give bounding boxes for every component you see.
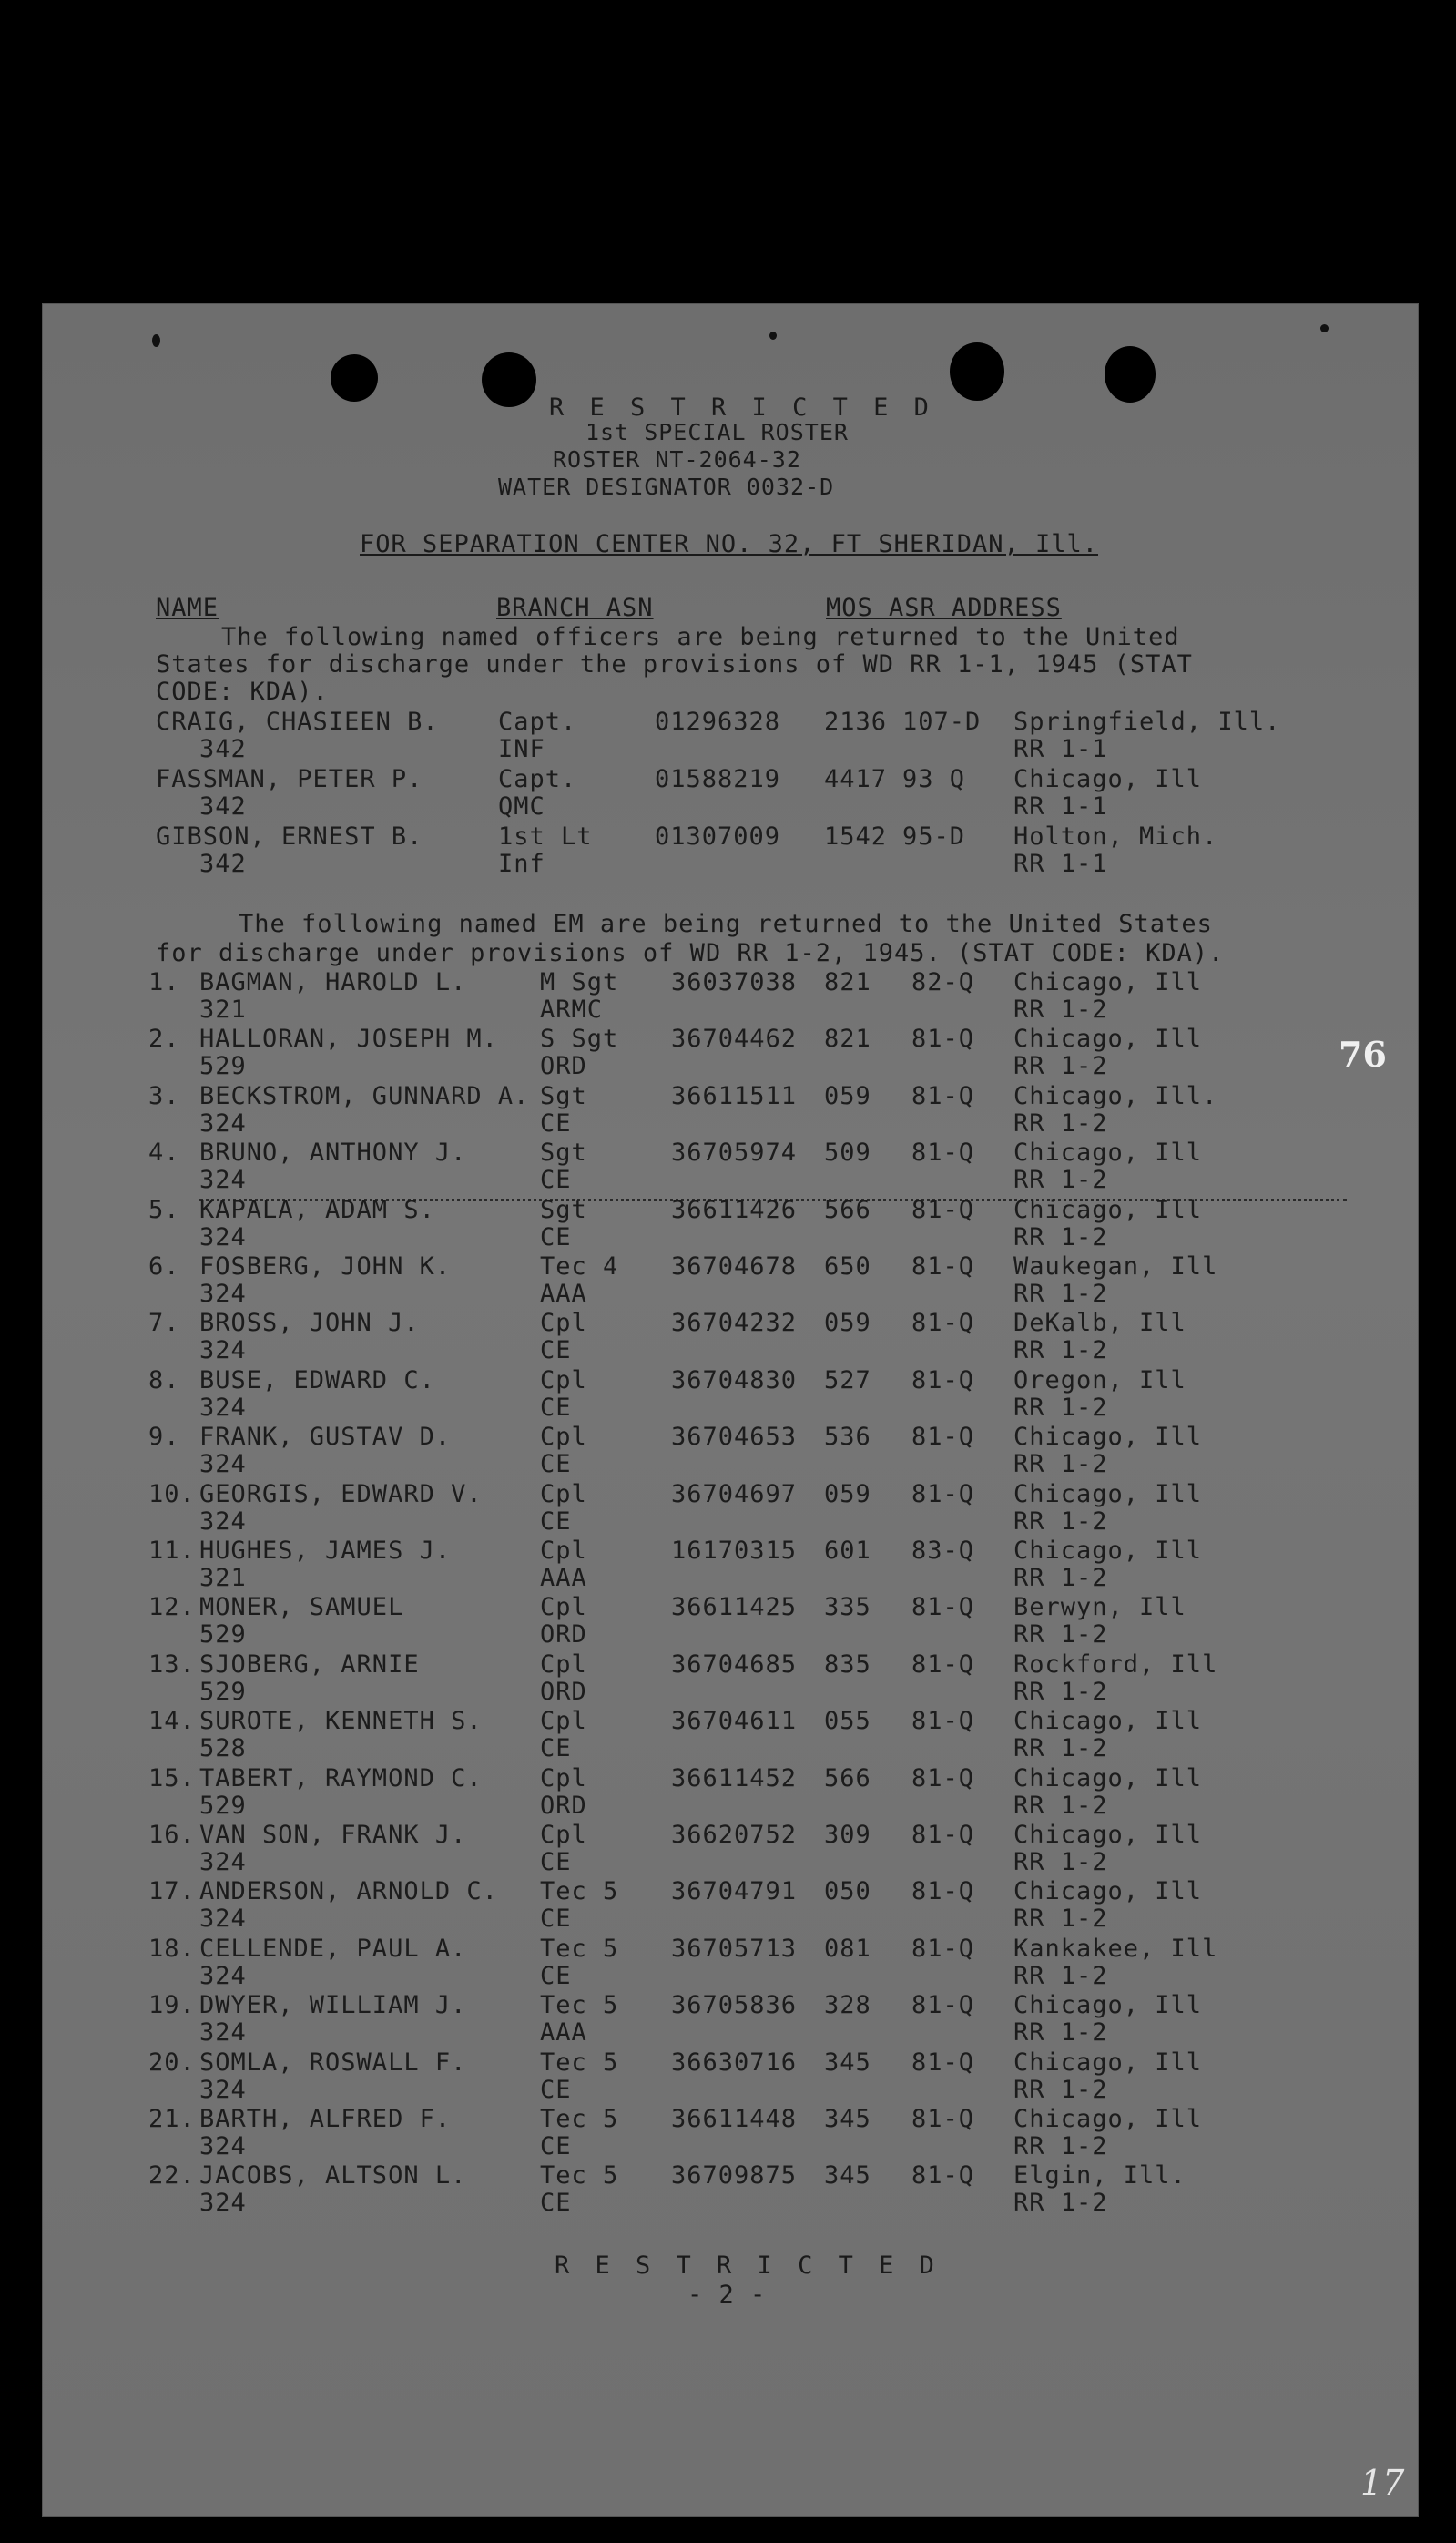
enlisted-asn: 36704685 <box>671 1649 798 1679</box>
enlisted-branch: AAA <box>540 2018 587 2048</box>
enlisted-asr: 82-Q <box>911 968 975 996</box>
enlisted-branch: CE <box>540 1961 572 1990</box>
enlisted-number: 10. <box>148 1479 196 1508</box>
header-line: WATER DESIGNATOR 0032-D <box>498 474 835 500</box>
enlisted-address: DeKalb, Ill <box>1013 1309 1186 1338</box>
enlisted-asr: 81-Q <box>911 1025 975 1054</box>
enlisted-code: 324 <box>199 1108 247 1138</box>
enlisted-code: 324 <box>199 1506 247 1536</box>
enlisted-code: 321 <box>199 996 247 1024</box>
enlisted-address: Oregon, Ill <box>1013 1365 1186 1394</box>
enlisted-asn: 36704791 <box>671 1877 798 1906</box>
officer-asr: 107-D <box>902 708 982 736</box>
officer-asn: 01296328 <box>655 708 781 736</box>
enlisted-asn: 36630716 <box>671 2048 798 2077</box>
enlisted-asr: 81-Q <box>911 1593 975 1622</box>
enlisted-address: Elgin, Ill. <box>1013 2161 1186 2191</box>
enlisted-number: 9. <box>148 1423 180 1452</box>
enlisted-asr: 81-Q <box>911 1309 975 1338</box>
enlisted-rr: RR 1-2 <box>1013 1734 1108 1763</box>
enlisted-mos: 345 <box>824 2161 871 2191</box>
enlisted-rank: Cpl <box>540 1821 587 1849</box>
ink-speck <box>769 332 777 340</box>
enlisted-rank: Cpl <box>540 1423 587 1452</box>
enlisted-rank: Cpl <box>540 1649 587 1679</box>
enlisted-asn: 36705713 <box>671 1934 798 1963</box>
enlisted-asr: 81-Q <box>911 1139 975 1168</box>
enlisted-asr: 81-Q <box>911 1934 975 1963</box>
enlisted-code: 529 <box>199 1052 247 1081</box>
enlisted-code: 324 <box>199 2075 247 2104</box>
officer-code: 342 <box>199 850 247 878</box>
enlisted-asr: 81-Q <box>911 1877 975 1906</box>
enlisted-rr: RR 1-2 <box>1013 2075 1108 2104</box>
officers-intro-line: States for discharge under the provisions of WD RR 1-1, 1945 (STAT <box>156 650 1193 679</box>
enlisted-asn: 16170315 <box>671 1537 798 1565</box>
enlisted-number: 8. <box>148 1365 180 1394</box>
enlisted-asn: 36709875 <box>671 2161 798 2191</box>
enlisted-branch: CE <box>540 2189 572 2218</box>
officer-row <box>43 765 1418 823</box>
enlisted-code: 324 <box>199 1280 247 1308</box>
enlisted-name: DWYER, WILLIAM J. <box>199 1991 467 2020</box>
document-page <box>42 303 1419 2517</box>
enlisted-address: Chicago, Ill <box>1013 1537 1203 1565</box>
enlisted-asr: 81-Q <box>911 2048 975 2077</box>
enlisted-code: 529 <box>199 1677 247 1706</box>
enlisted-row <box>43 1252 1418 1311</box>
enlisted-code: 324 <box>199 1166 247 1195</box>
enlisted-number: 12. <box>148 1593 196 1622</box>
officer-rank: 1st Lt <box>498 822 593 851</box>
enlisted-rank: Tec 4 <box>540 1252 619 1281</box>
enlisted-asn: 36611425 <box>671 1593 798 1622</box>
enlisted-rank: M Sgt <box>540 968 619 996</box>
officer-address: Springfield, Ill. <box>1013 708 1281 736</box>
enlisted-rank: Tec 5 <box>540 2105 619 2133</box>
enlisted-branch: ORD <box>540 1052 587 1081</box>
enlisted-branch: ORD <box>540 1791 587 1820</box>
enlisted-asr: 81-Q <box>911 1479 975 1508</box>
enlisted-branch: AAA <box>540 1280 587 1308</box>
enlisted-address: Chicago, Ill <box>1013 1707 1203 1736</box>
enlisted-address: Chicago, Ill <box>1013 1423 1203 1452</box>
enlisted-number: 21. <box>148 2105 196 2133</box>
enlisted-name: BARTH, ALFRED F. <box>199 2105 452 2133</box>
enlisted-row <box>43 1707 1418 1765</box>
enlisted-row <box>43 1821 1418 1879</box>
enlisted-rr: RR 1-2 <box>1013 1848 1108 1876</box>
enlisted-code: 324 <box>199 2132 247 2160</box>
enlisted-code: 324 <box>199 1961 247 1990</box>
enlisted-intro-line: The following named EM are being returned to the United States <box>239 910 1213 938</box>
officer-asr: 93 Q <box>902 765 966 793</box>
enlisted-mos: 536 <box>824 1423 871 1452</box>
enlisted-asn: 36611511 <box>671 1081 798 1110</box>
enlisted-branch: CE <box>540 1166 572 1195</box>
enlisted-branch: CE <box>540 1336 572 1365</box>
enlisted-asn: 36704232 <box>671 1309 798 1338</box>
enlisted-row <box>43 968 1418 1026</box>
column-name-header: NAME <box>156 594 219 622</box>
enlisted-address: Chicago, Ill <box>1013 1763 1203 1792</box>
punch-hole <box>950 342 1004 401</box>
enlisted-mos: 566 <box>824 1195 871 1224</box>
enlisted-number: 7. <box>148 1309 180 1338</box>
enlisted-mos: 059 <box>824 1081 871 1110</box>
enlisted-rank: Tec 5 <box>540 1991 619 2020</box>
enlisted-address: Chicago, Ill <box>1013 1139 1203 1168</box>
enlisted-row <box>43 1935 1418 1993</box>
enlisted-mos: 081 <box>824 1934 871 1963</box>
enlisted-asn: 36037038 <box>671 968 798 996</box>
enlisted-row <box>43 1877 1418 1935</box>
enlisted-asr: 81-Q <box>911 1649 975 1679</box>
enlisted-mos: 821 <box>824 968 871 996</box>
enlisted-address: Chicago, Ill <box>1013 1025 1203 1054</box>
enlisted-rank: Cpl <box>540 1707 587 1736</box>
enlisted-number: 11. <box>148 1537 196 1565</box>
enlisted-mos: 050 <box>824 1877 871 1906</box>
officer-asn: 01307009 <box>655 822 781 851</box>
enlisted-rr: RR 1-2 <box>1013 1564 1108 1592</box>
enlisted-name: HUGHES, JAMES J. <box>199 1537 452 1565</box>
officer-address: Holton, Mich. <box>1013 822 1218 851</box>
enlisted-row <box>43 1025 1418 1083</box>
enlisted-address: Kankakee, Ill <box>1013 1934 1218 1963</box>
enlisted-rank: Tec 5 <box>540 1934 619 1963</box>
officer-rank: Capt. <box>498 765 577 793</box>
enlisted-row <box>43 2105 1418 2163</box>
margin-note-76: 76 <box>1339 1034 1387 1075</box>
enlisted-rank: Cpl <box>540 1365 587 1394</box>
enlisted-name: BECKSTROM, GUNNARD A. <box>199 1081 530 1110</box>
enlisted-code: 324 <box>199 1222 247 1251</box>
restricted-footer: R E S T R I C T E D <box>555 2252 940 2280</box>
enlisted-asn: 36704678 <box>671 1252 798 1281</box>
officer-rr: RR 1-1 <box>1013 850 1108 878</box>
officer-row <box>43 822 1418 881</box>
enlisted-row <box>43 1423 1418 1481</box>
enlisted-mos: 328 <box>824 1991 871 2020</box>
enlisted-rank: Cpl <box>540 1763 587 1792</box>
enlisted-asr: 81-Q <box>911 1081 975 1110</box>
enlisted-name: BUSE, EDWARD C. <box>199 1365 435 1394</box>
enlisted-address: Chicago, Ill <box>1013 1479 1203 1508</box>
enlisted-mos: 335 <box>824 1593 871 1622</box>
officer-code: 342 <box>199 792 247 821</box>
enlisted-branch: ARMC <box>540 996 604 1024</box>
enlisted-mos: 835 <box>824 1649 871 1679</box>
enlisted-name: BRUNO, ANTHONY J. <box>199 1139 467 1168</box>
enlisted-address: Berwyn, Ill <box>1013 1593 1186 1622</box>
enlisted-rr: RR 1-2 <box>1013 1791 1108 1820</box>
officer-row <box>43 708 1418 766</box>
ink-speck <box>152 334 160 347</box>
enlisted-rr: RR 1-2 <box>1013 1620 1108 1649</box>
officer-branch: INF <box>498 735 545 763</box>
enlisted-number: 1. <box>148 968 180 996</box>
enlisted-branch: AAA <box>540 1564 587 1592</box>
enlisted-mos: 059 <box>824 1309 871 1338</box>
enlisted-rr: RR 1-2 <box>1013 1677 1108 1706</box>
enlisted-address: Chicago, Ill <box>1013 968 1203 996</box>
enlisted-rr: RR 1-2 <box>1013 1450 1108 1479</box>
enlisted-name: SOMLA, ROSWALL F. <box>199 2048 467 2077</box>
enlisted-asn: 36705974 <box>671 1139 798 1168</box>
officer-mos: 1542 <box>824 822 888 851</box>
enlisted-branch: CE <box>540 2132 572 2160</box>
officer-mos: 2136 <box>824 708 888 736</box>
enlisted-name: SUROTE, KENNETH S. <box>199 1707 483 1736</box>
enlisted-address: Chicago, Ill <box>1013 2105 1203 2133</box>
enlisted-number: 17. <box>148 1877 196 1906</box>
enlisted-number: 15. <box>148 1763 196 1792</box>
margin-note-17: 17 <box>1360 2463 1405 2503</box>
enlisted-number: 13. <box>148 1649 196 1679</box>
enlisted-branch: ORD <box>540 1677 587 1706</box>
enlisted-number: 20. <box>148 2048 196 2077</box>
enlisted-asn: 36704611 <box>671 1707 798 1736</box>
enlisted-number: 14. <box>148 1707 196 1736</box>
enlisted-name: BROSS, JOHN J. <box>199 1309 420 1338</box>
enlisted-row <box>43 1480 1418 1538</box>
enlisted-rr: RR 1-2 <box>1013 1506 1108 1536</box>
enlisted-address: Chicago, Ill <box>1013 1821 1203 1849</box>
enlisted-name: BAGMAN, HAROLD L. <box>199 968 467 996</box>
enlisted-asr: 83-Q <box>911 1537 975 1565</box>
header-line: 1st SPECIAL ROSTER <box>585 419 849 445</box>
officer-rank: Capt. <box>498 708 577 736</box>
enlisted-code: 324 <box>199 1393 247 1422</box>
enlisted-asr: 81-Q <box>911 1763 975 1792</box>
enlisted-asr: 81-Q <box>911 1365 975 1394</box>
officer-branch: QMC <box>498 792 545 821</box>
ink-speck <box>1320 324 1329 332</box>
enlisted-branch: CE <box>540 1506 572 1536</box>
column-mos-asr-address-header: MOS ASR ADDRESS <box>826 594 1062 622</box>
officer-branch: Inf <box>498 850 545 878</box>
enlisted-rr: RR 1-2 <box>1013 1108 1108 1138</box>
enlisted-asr: 81-Q <box>911 1707 975 1736</box>
enlisted-name: SJOBERG, ARNIE <box>199 1649 420 1679</box>
enlisted-asn: 36704830 <box>671 1365 798 1394</box>
enlisted-rr: RR 1-2 <box>1013 2189 1108 2218</box>
enlisted-row <box>43 1309 1418 1367</box>
enlisted-row <box>43 1366 1418 1425</box>
enlisted-code: 528 <box>199 1734 247 1763</box>
enlisted-branch: CE <box>540 1450 572 1479</box>
enlisted-name: GEORGIS, EDWARD V. <box>199 1479 483 1508</box>
enlisted-number: 18. <box>148 1934 196 1963</box>
officer-address: Chicago, Ill <box>1013 765 1203 793</box>
enlisted-mos: 345 <box>824 2105 871 2133</box>
enlisted-number: 19. <box>148 1991 196 2020</box>
enlisted-name: KAPALA, ADAM S. <box>199 1195 435 1224</box>
enlisted-number: 22. <box>148 2161 196 2191</box>
enlisted-rr: RR 1-2 <box>1013 1905 1108 1934</box>
enlisted-rank: Sgt <box>540 1195 587 1224</box>
enlisted-rr: RR 1-2 <box>1013 1052 1108 1081</box>
enlisted-name: VAN SON, FRANK J. <box>199 1821 467 1849</box>
enlisted-branch: CE <box>540 1108 572 1138</box>
enlisted-number: 3. <box>148 1081 180 1110</box>
enlisted-asr: 81-Q <box>911 1423 975 1452</box>
enlisted-number: 16. <box>148 1821 196 1849</box>
enlisted-row <box>43 2048 1418 2107</box>
enlisted-rank: Cpl <box>540 1479 587 1508</box>
enlisted-intro-line: for discharge under provisions of WD RR 1-2, 1945. (STAT CODE: KDA). <box>156 939 1225 967</box>
enlisted-row <box>43 1537 1418 1595</box>
enlisted-branch: CE <box>540 1393 572 1422</box>
enlisted-code: 529 <box>199 1620 247 1649</box>
enlisted-name: TABERT, RAYMOND C. <box>199 1763 483 1792</box>
enlisted-rank: Sgt <box>540 1139 587 1168</box>
punch-hole <box>1105 346 1156 403</box>
enlisted-asr: 81-Q <box>911 2161 975 2191</box>
officer-code: 342 <box>199 735 247 763</box>
enlisted-number: 6. <box>148 1252 180 1281</box>
officer-asr: 95-D <box>902 822 966 851</box>
enlisted-number: 5. <box>148 1195 180 1224</box>
enlisted-code: 324 <box>199 1848 247 1876</box>
enlisted-row <box>43 1196 1418 1254</box>
enlisted-row <box>43 1593 1418 1651</box>
enlisted-rr: RR 1-2 <box>1013 1393 1108 1422</box>
enlisted-code: 321 <box>199 1564 247 1592</box>
enlisted-address: Waukegan, Ill <box>1013 1252 1218 1281</box>
enlisted-name: HALLORAN, JOSEPH M. <box>199 1025 498 1054</box>
enlisted-row <box>43 1650 1418 1709</box>
enlisted-asn: 36611452 <box>671 1763 798 1792</box>
punch-hole <box>331 354 378 402</box>
enlisted-asn: 36704462 <box>671 1025 798 1054</box>
enlisted-rank: Cpl <box>540 1537 587 1565</box>
enlisted-code: 324 <box>199 2189 247 2218</box>
enlisted-mos: 509 <box>824 1139 871 1168</box>
officer-name: GIBSON, ERNEST B. <box>156 822 423 851</box>
enlisted-asr: 81-Q <box>911 1195 975 1224</box>
officer-mos: 4417 <box>824 765 888 793</box>
separation-center-title: FOR SEPARATION CENTER NO. 32, FT SHERIDAN, Ill. <box>360 530 1099 558</box>
enlisted-rank: S Sgt <box>540 1025 619 1054</box>
enlisted-mos: 059 <box>824 1479 871 1508</box>
enlisted-branch: ORD <box>540 1620 587 1649</box>
enlisted-branch: CE <box>540 1905 572 1934</box>
enlisted-mos: 650 <box>824 1252 871 1281</box>
enlisted-rr: RR 1-2 <box>1013 1280 1108 1308</box>
enlisted-name: FRANK, GUSTAV D. <box>199 1423 452 1452</box>
enlisted-asn: 36704697 <box>671 1479 798 1508</box>
enlisted-name: MONER, SAMUEL <box>199 1593 404 1622</box>
enlisted-row <box>43 1991 1418 2049</box>
enlisted-address: Chicago, Ill <box>1013 2048 1203 2077</box>
header-line: ROSTER NT-2064-32 <box>553 446 801 473</box>
enlisted-code: 529 <box>199 1791 247 1820</box>
officers-intro-line: CODE: KDA). <box>156 678 329 706</box>
enlisted-address: Chicago, Ill <box>1013 1991 1203 2020</box>
enlisted-address: Chicago, Ill <box>1013 1877 1203 1906</box>
enlisted-asn: 36704653 <box>671 1423 798 1452</box>
enlisted-mos: 527 <box>824 1365 871 1394</box>
enlisted-rr: RR 1-2 <box>1013 2018 1108 2048</box>
enlisted-address: Chicago, Ill. <box>1013 1081 1218 1110</box>
enlisted-row <box>43 2161 1418 2220</box>
enlisted-code: 324 <box>199 2018 247 2048</box>
enlisted-row <box>43 1764 1418 1823</box>
officer-name: CRAIG, CHASIEEN B. <box>156 708 439 736</box>
enlisted-rr: RR 1-2 <box>1013 1222 1108 1251</box>
enlisted-name: ANDERSON, ARNOLD C. <box>199 1877 498 1906</box>
enlisted-rank: Tec 5 <box>540 1877 619 1906</box>
enlisted-code: 324 <box>199 1336 247 1365</box>
officer-rr: RR 1-1 <box>1013 735 1108 763</box>
enlisted-address: Rockford, Ill <box>1013 1649 1218 1679</box>
officer-name: FASSMAN, PETER P. <box>156 765 423 793</box>
officer-rr: RR 1-1 <box>1013 792 1108 821</box>
enlisted-mos: 309 <box>824 1821 871 1849</box>
column-branch-asn-header: BRANCH ASN <box>496 594 654 622</box>
enlisted-branch: CE <box>540 2075 572 2104</box>
enlisted-asn: 36611448 <box>671 2105 798 2133</box>
enlisted-mos: 821 <box>824 1025 871 1054</box>
enlisted-asn: 36611426 <box>671 1195 798 1224</box>
restricted-header: R E S T R I C T E D <box>549 393 934 422</box>
officers-intro-line: The following named officers are being returned to the United <box>221 623 1180 651</box>
enlisted-address: Chicago, Ill <box>1013 1195 1203 1224</box>
enlisted-mos: 345 <box>824 2048 871 2077</box>
enlisted-code: 324 <box>199 1450 247 1479</box>
enlisted-rank: Sgt <box>540 1081 587 1110</box>
enlisted-mos: 055 <box>824 1707 871 1736</box>
enlisted-mos: 601 <box>824 1537 871 1565</box>
enlisted-branch: CE <box>540 1848 572 1876</box>
enlisted-asn: 36705836 <box>671 1991 798 2020</box>
enlisted-number: 4. <box>148 1139 180 1168</box>
enlisted-row <box>43 1139 1418 1197</box>
enlisted-rr: RR 1-2 <box>1013 1961 1108 1990</box>
punch-hole <box>482 352 536 407</box>
enlisted-row <box>43 1082 1418 1140</box>
enlisted-rank: Cpl <box>540 1309 587 1338</box>
enlisted-rr: RR 1-2 <box>1013 1336 1108 1365</box>
enlisted-rank: Cpl <box>540 1593 587 1622</box>
enlisted-rank: Tec 5 <box>540 2161 619 2191</box>
enlisted-branch: CE <box>540 1222 572 1251</box>
enlisted-number: 2. <box>148 1025 180 1054</box>
enlisted-mos: 566 <box>824 1763 871 1792</box>
page-number: - 2 - <box>687 2281 767 2309</box>
enlisted-rr: RR 1-2 <box>1013 1166 1108 1195</box>
enlisted-asr: 81-Q <box>911 1252 975 1281</box>
enlisted-asn: 36620752 <box>671 1821 798 1849</box>
enlisted-rr: RR 1-2 <box>1013 996 1108 1024</box>
officer-asn: 01588219 <box>655 765 781 793</box>
enlisted-asr: 81-Q <box>911 1821 975 1849</box>
enlisted-name: CELLENDE, PAUL A. <box>199 1934 467 1963</box>
enlisted-name: FOSBERG, JOHN K. <box>199 1252 452 1281</box>
enlisted-code: 324 <box>199 1905 247 1934</box>
enlisted-name: JACOBS, ALTSON L. <box>199 2161 467 2191</box>
enlisted-rank: Tec 5 <box>540 2048 619 2077</box>
enlisted-branch: CE <box>540 1734 572 1763</box>
enlisted-asr: 81-Q <box>911 1991 975 2020</box>
enlisted-asr: 81-Q <box>911 2105 975 2133</box>
enlisted-rr: RR 1-2 <box>1013 2132 1108 2160</box>
